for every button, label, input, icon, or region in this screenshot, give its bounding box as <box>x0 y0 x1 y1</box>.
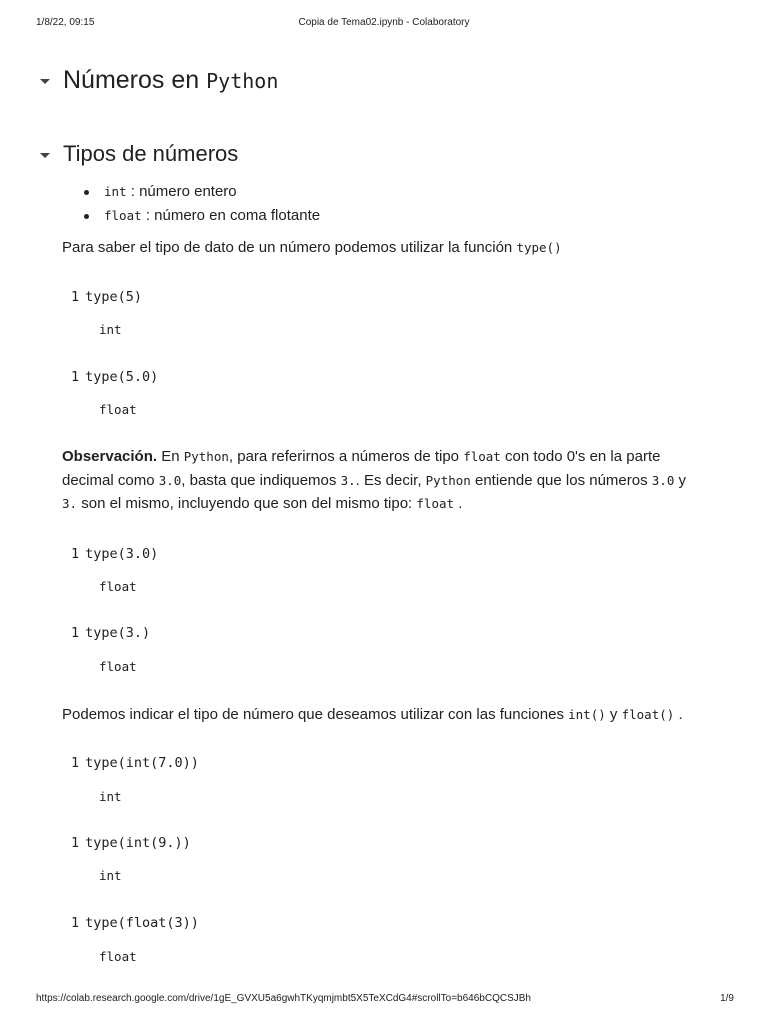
line-number: 1 <box>71 369 80 385</box>
code-line: type(3.) <box>85 625 151 641</box>
paragraph-cast-functions: Podemos indicar el tipo de número que deseamos utilizar con las funciones int() y float() . <box>62 706 683 723</box>
code-cell[interactable] <box>71 755 199 771</box>
line-number: 1 <box>71 546 80 562</box>
cell-output: int <box>99 868 122 883</box>
line-number: 1 <box>71 289 80 305</box>
section-title: Tipos de números <box>63 141 239 166</box>
cell-output: float <box>99 402 137 417</box>
code-line: type(int(9.)) <box>85 835 191 851</box>
code-cell[interactable] <box>71 289 142 305</box>
cell-output: float <box>99 949 137 964</box>
line-number: 1 <box>71 915 80 931</box>
code-line: type(float(3)) <box>85 915 199 931</box>
line-number: 1 <box>71 755 80 771</box>
cell-output: float <box>99 579 137 594</box>
cell-output: int <box>99 789 122 804</box>
paragraph-type-function: Para saber el tipo de dato de un número podemos utilizar la función type() <box>62 239 562 256</box>
list-item: float : número en coma flotante <box>80 205 320 229</box>
section-title: Números en Python <box>63 66 279 94</box>
code-cell[interactable] <box>71 915 199 931</box>
print-url: https://colab.research.google.com/drive/1gE_GVXU5a6gwhTKyqmjmbt5X5TeXCdG4#scrollTo=b646bCQCSJBh <box>36 993 531 1004</box>
list-item: int : número entero <box>80 181 320 205</box>
print-page-number: 1/9 <box>720 993 734 1004</box>
code-line: type(3.0) <box>85 546 159 562</box>
line-number: 1 <box>71 625 80 641</box>
line-number: 1 <box>71 835 80 851</box>
cell-output: float <box>99 659 137 674</box>
cell-output: int <box>99 322 122 337</box>
collapse-caret-icon[interactable] <box>40 79 50 84</box>
code-line: type(int(7.0)) <box>85 755 199 771</box>
print-page-title: Copia de Tema02.ipynb - Colaboratory <box>298 17 470 28</box>
types-list <box>80 181 320 229</box>
code-cell[interactable] <box>71 625 150 641</box>
collapse-caret-icon[interactable] <box>40 153 50 158</box>
print-datetime: 1/8/22, 09:15 <box>36 17 95 28</box>
code-cell[interactable] <box>71 369 158 385</box>
code-cell[interactable] <box>71 835 191 851</box>
section-heading-tipos <box>40 141 238 167</box>
code-line: type(5) <box>85 289 143 305</box>
observation-paragraph: Observación. En Python, para referirnos a números de tipo float con todo 0's en la parte decimal como 3.0, basta que indiquemos 3.. Es decir, Python entiende que los números 3.0 y 3. son el mismo, incluyendo que son del mismo tipo: float . <box>62 448 687 512</box>
section-heading-numeros <box>40 66 278 95</box>
code-cell[interactable] <box>71 546 158 562</box>
code-line: type(5.0) <box>85 369 159 385</box>
